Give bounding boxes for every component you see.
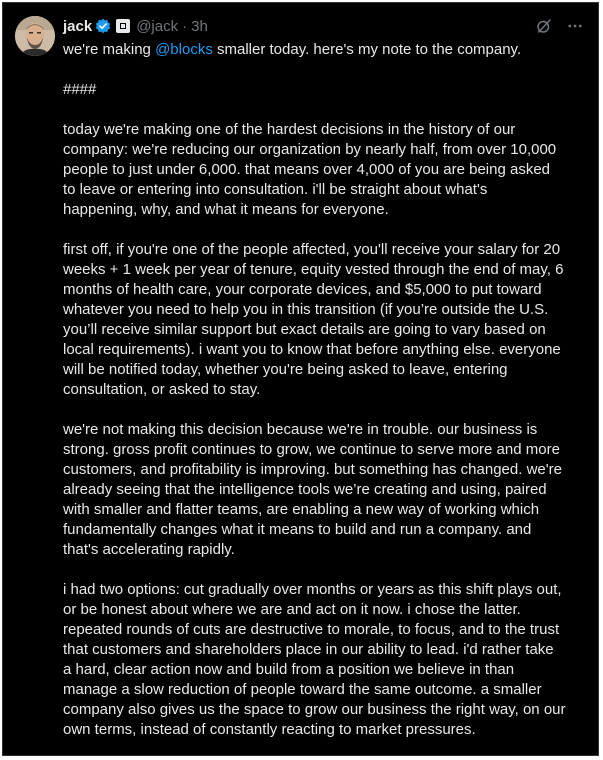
post-intro — [63, 40, 591, 60]
post-divider: #### — [63, 81, 97, 98]
post-body — [63, 40, 591, 756]
paragraph-line: whatever you need to help you in this transition (if you’re outside the U.S. — [63, 301, 549, 318]
intro-text-after: smaller today. here's my note to the company. — [212, 41, 522, 58]
post-timestamp[interactable]: 3h — [191, 17, 208, 35]
paragraph-line: customers, and profitability is improving. but something has changed. we're — [63, 461, 562, 478]
post-card — [2, 2, 599, 756]
paragraph-line: first off, if you're one of the people affected, you'll receive your salary for 20 — [63, 241, 561, 258]
paragraph-2 — [63, 240, 591, 400]
paragraph-line: will be notified today, whether you're being asked to leave, entering — [63, 361, 508, 378]
paragraph-3 — [63, 420, 591, 560]
paragraph-line: with smaller and flatter teams, are enabling a new way of working which — [63, 501, 540, 518]
verified-badge-icon[interactable] — [95, 18, 111, 34]
paragraph-line: strong. gross profit continues to grow, we continue to serve more and more — [63, 441, 560, 458]
paragraph-line: that's accelerating rapidly. — [63, 541, 235, 558]
paragraph-line: that customers and shareholders place in our ability to lead. i'd rather take — [63, 641, 554, 658]
paragraph-line: fundamentally changes what it means to build and run a company. and — [63, 521, 532, 538]
paragraph-line: a hard, clear action now and build from a position we believe in than — [63, 661, 515, 678]
paragraph-line: already seeing that the intelligence tools we’re creating and using, paired — [63, 481, 547, 498]
paragraph-line: to leave or entering into consultation. i'll be straight about what's — [63, 181, 488, 198]
affiliation-badge-icon[interactable] — [116, 19, 130, 33]
paragraph-line: local requirements). i want you to know that before anything else. everyone — [63, 341, 561, 358]
paragraph-line: or be honest about where we are and act on it now. i chose the latter. — [63, 601, 521, 618]
paragraph-line: months of health care, your corporate devices, and $5,000 to put toward — [63, 281, 542, 298]
paragraph-1 — [63, 120, 591, 220]
header-separator: · — [182, 17, 188, 35]
intro-text-before: we're making — [63, 41, 156, 58]
paragraph-line: we're not making this decision because we're in trouble. our business is — [63, 421, 538, 438]
paragraph-line: weeks + 1 week per year of tenure, equity vested through the end of may, 6 — [63, 261, 564, 278]
paragraph-line: manage a slow reduction of people toward the same outcome. a smaller — [63, 681, 542, 698]
paragraph-4 — [63, 580, 591, 740]
avatar-image — [15, 16, 55, 56]
paragraph-line: repeated rounds of cuts are destructive to morale, to focus, and to the trust — [63, 621, 560, 638]
paragraph-line: happening, why, and what it means for everyone. — [63, 201, 389, 218]
grok-icon[interactable] — [535, 17, 553, 35]
post-header — [63, 15, 208, 37]
paragraph-line: you’ll receive similar support but exact details are going to vary based on — [63, 321, 546, 338]
paragraph-line: own terms, instead of constantly reacting to market pressures. — [63, 721, 476, 738]
more-options-icon[interactable] — [566, 17, 584, 35]
author-name[interactable]: jack — [63, 17, 93, 35]
paragraph-line: company: we're reducing our organization by nearly half, from over 10,000 — [63, 141, 557, 158]
paragraph-line: company also gives us the space to grow our business the right way, on our — [63, 701, 566, 718]
paragraph-line: consultation, or asked to stay. — [63, 381, 261, 398]
paragraph-line: people to just under 6,000. that means over 4,000 of you are being asked — [63, 161, 551, 178]
avatar[interactable] — [15, 16, 55, 56]
mention-link[interactable]: @blocks — [155, 41, 213, 58]
paragraph-line: i had two options: cut gradually over months or years as this shift plays out, — [63, 581, 562, 598]
author-handle[interactable]: @jack — [136, 17, 179, 35]
paragraph-line: today we're making one of the hardest decisions in the history of our — [63, 121, 516, 138]
